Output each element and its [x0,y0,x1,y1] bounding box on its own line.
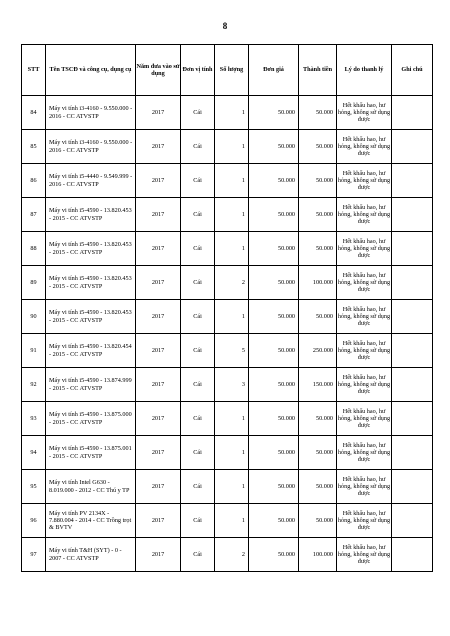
cell-note [392,504,433,538]
table-row [22,266,433,300]
cell-unit: Cái [181,504,215,538]
table-row [22,198,433,232]
cell-price: 50.000 [249,470,299,504]
cell-total: 50.000 [299,232,337,266]
cell-name: Máy vi tính i5-4590 - 13.820.453 - 2015 - CC ATVSTP [46,232,136,266]
cell-stt: 85 [22,130,46,164]
table-row [22,436,433,470]
table-row [22,300,433,334]
cell-reason: Hết khấu hao, hư hỏng, không sử dụng được [337,96,392,130]
cell-unit: Cái [181,96,215,130]
cell-total: 50.000 [299,402,337,436]
cell-note [392,266,433,300]
cell-qty: 1 [215,470,249,504]
cell-stt: 91 [22,334,46,368]
cell-name: Máy vi tính i5-4590 - 13.875.000 - 2015 - CC ATVSTP [46,402,136,436]
table-row [22,334,433,368]
cell-year: 2017 [136,232,181,266]
cell-reason: Hết khấu hao, hư hỏng, không sử dụng được [337,300,392,334]
cell-total: 50.000 [299,198,337,232]
table-row [22,470,433,504]
cell-name: Máy vi tính T&H (SYT) - 0 - 2007 - CC ATVSTP [46,538,136,572]
cell-total: 50.000 [299,504,337,538]
cell-year: 2017 [136,436,181,470]
cell-qty: 1 [215,232,249,266]
cell-total: 50.000 [299,130,337,164]
cell-note [392,130,433,164]
cell-qty: 1 [215,96,249,130]
cell-name: Máy vi tính i5-4590 - 13.820.453 - 2015 - CC ATVSTP [46,300,136,334]
header-note: Ghi chú [392,45,433,96]
table-row [22,232,433,266]
cell-qty: 2 [215,538,249,572]
cell-reason: Hết khấu hao, hư hỏng, không sử dụng được [337,198,392,232]
cell-price: 50.000 [249,538,299,572]
header-stt: STT [22,45,46,96]
cell-year: 2017 [136,130,181,164]
header-row [22,45,433,96]
cell-price: 50.000 [249,232,299,266]
header-name: Tên TSCĐ và công cụ, dụng cụ [46,45,136,96]
cell-name: Máy vi tính i5-4590 - 13.874.999 - 2015 - CC ATVSTP [46,368,136,402]
cell-qty: 1 [215,504,249,538]
cell-stt: 90 [22,300,46,334]
cell-price: 50.000 [249,198,299,232]
cell-unit: Cái [181,300,215,334]
cell-unit: Cái [181,130,215,164]
header-total: Thành tiền [299,45,337,96]
cell-price: 50.000 [249,368,299,402]
cell-unit: Cái [181,334,215,368]
cell-note [392,470,433,504]
cell-year: 2017 [136,368,181,402]
cell-total: 100.000 [299,266,337,300]
cell-qty: 1 [215,198,249,232]
table-row [22,504,433,538]
cell-year: 2017 [136,470,181,504]
cell-unit: Cái [181,538,215,572]
cell-unit: Cái [181,232,215,266]
cell-price: 50.000 [249,96,299,130]
cell-total: 100.000 [299,538,337,572]
cell-reason: Hết khấu hao, hư hỏng, không sử dụng được [337,266,392,300]
cell-note [392,334,433,368]
cell-qty: 1 [215,436,249,470]
cell-year: 2017 [136,266,181,300]
cell-qty: 1 [215,300,249,334]
cell-stt: 93 [22,402,46,436]
cell-total: 150.000 [299,368,337,402]
cell-name: Máy vi tính Intel G630 - 8.019.000 - 2012 - CC Thú y TP [46,470,136,504]
cell-name: Máy vi tính i5-4590 - 13.820.453 - 2015 - CC ATVSTP [46,198,136,232]
cell-reason: Hết khấu hao, hư hỏng, không sử dụng được [337,504,392,538]
cell-name: Máy vi tính PV 2134X - 7.880.004 - 2014 - CC Trồng trọt & BVTV [46,504,136,538]
cell-total: 50.000 [299,164,337,198]
cell-stt: 97 [22,538,46,572]
cell-stt: 94 [22,436,46,470]
cell-name: Máy vi tính i5-4590 - 13.875.001 - 2015 - CC ATVSTP [46,436,136,470]
cell-total: 50.000 [299,470,337,504]
page-number: 8 [222,21,228,31]
cell-name: Máy vi tính i3-4160 - 9.550.000 - 2016 - CC ATVSTP [46,96,136,130]
cell-year: 2017 [136,504,181,538]
cell-total: 50.000 [299,300,337,334]
asset-liquidation-table [21,44,433,572]
cell-note [392,538,433,572]
cell-unit: Cái [181,368,215,402]
cell-year: 2017 [136,198,181,232]
cell-price: 50.000 [249,334,299,368]
header-year: Năm đưa vào sử dụng [136,45,181,96]
cell-stt: 86 [22,164,46,198]
cell-stt: 87 [22,198,46,232]
cell-reason: Hết khấu hao, hư hỏng, không sử dụng được [337,470,392,504]
header-reason: Lý do thanh lý [337,45,392,96]
cell-name: Máy vi tính i5-4590 - 13.820.453 - 2015 - CC ATVSTP [46,266,136,300]
cell-stt: 88 [22,232,46,266]
cell-unit: Cái [181,266,215,300]
header-price: Đơn giá [249,45,299,96]
cell-year: 2017 [136,164,181,198]
cell-year: 2017 [136,300,181,334]
cell-unit: Cái [181,402,215,436]
cell-unit: Cái [181,436,215,470]
table-body [22,96,433,572]
cell-note [392,164,433,198]
cell-note [392,300,433,334]
cell-unit: Cái [181,470,215,504]
cell-name: Máy vi tính i3-4160 - 9.550.000 - 2016 - CC ATVSTP [46,130,136,164]
table-row [22,130,433,164]
cell-qty: 1 [215,164,249,198]
cell-reason: Hết khấu hao, hư hỏng, không sử dụng được [337,538,392,572]
cell-reason: Hết khấu hao, hư hỏng, không sử dụng được [337,368,392,402]
cell-unit: Cái [181,198,215,232]
cell-qty: 1 [215,130,249,164]
cell-qty: 3 [215,368,249,402]
table-row [22,96,433,130]
cell-note [392,402,433,436]
cell-price: 50.000 [249,300,299,334]
cell-year: 2017 [136,538,181,572]
cell-reason: Hết khấu hao, hư hỏng, không sử dụng được [337,232,392,266]
cell-reason: Hết khấu hao, hư hỏng, không sử dụng được [337,164,392,198]
cell-qty: 5 [215,334,249,368]
cell-stt: 89 [22,266,46,300]
cell-reason: Hết khấu hao, hư hỏng, không sử dụng được [337,130,392,164]
cell-note [392,436,433,470]
cell-stt: 95 [22,470,46,504]
cell-reason: Hết khấu hao, hư hỏng, không sử dụng được [337,402,392,436]
cell-qty: 2 [215,266,249,300]
table-row [22,538,433,572]
cell-qty: 1 [215,402,249,436]
cell-stt: 96 [22,504,46,538]
cell-reason: Hết khấu hao, hư hỏng, không sử dụng được [337,436,392,470]
cell-unit: Cái [181,164,215,198]
cell-price: 50.000 [249,130,299,164]
cell-total: 250.000 [299,334,337,368]
cell-note [392,198,433,232]
header-unit: Đơn vị tính [181,45,215,96]
cell-price: 50.000 [249,402,299,436]
cell-stt: 84 [22,96,46,130]
cell-note [392,96,433,130]
cell-price: 50.000 [249,504,299,538]
cell-name: Máy vi tính i5-4590 - 13.820.454 - 2015 - CC ATVSTP [46,334,136,368]
cell-stt: 92 [22,368,46,402]
table-row [22,164,433,198]
cell-total: 50.000 [299,96,337,130]
cell-year: 2017 [136,96,181,130]
table-row [22,368,433,402]
cell-name: Máy vi tính i5-4440 - 9.549.999 - 2016 - CC ATVSTP [46,164,136,198]
cell-year: 2017 [136,402,181,436]
cell-total: 50.000 [299,436,337,470]
cell-year: 2017 [136,334,181,368]
cell-note [392,232,433,266]
cell-reason: Hết khấu hao, hư hỏng, không sử dụng được [337,334,392,368]
header-qty: Số lượng [215,45,249,96]
cell-price: 50.000 [249,164,299,198]
cell-price: 50.000 [249,436,299,470]
cell-price: 50.000 [249,266,299,300]
cell-note [392,368,433,402]
table-row [22,402,433,436]
